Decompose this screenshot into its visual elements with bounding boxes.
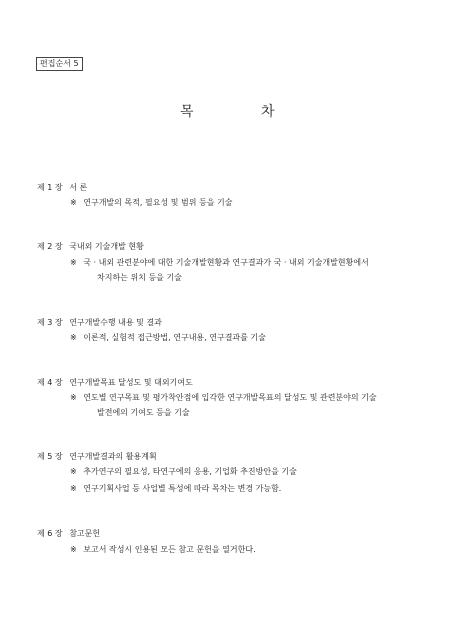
note-text: 연구기획사업 등 사업별 특성에 따라 목차는 변경 가능함. <box>83 484 282 493</box>
chapter-title: 연구개발수행 내용 및 결과 <box>69 318 162 327</box>
chapter-title: 연구개발목표 달성도 및 대외기여도 <box>69 378 193 387</box>
reference-mark: ※ <box>70 333 77 342</box>
chapter-5-heading <box>37 452 157 462</box>
chapter-2-note <box>70 258 369 268</box>
title-char-1: 목 <box>180 104 194 120</box>
note-text: 보고서 작성시 인용된 모든 참고 문헌을 열거한다. <box>83 545 256 554</box>
reference-mark: ※ <box>70 545 77 554</box>
note-text: 추가연구의 필요성, 타연구에의 응용, 기업화 추진방안을 기술 <box>83 467 297 476</box>
chapter-2-heading <box>37 242 144 252</box>
chapter-1-heading <box>37 183 87 193</box>
chapter-3-heading <box>37 318 162 328</box>
chapter-label: 제 1 장 <box>37 183 63 192</box>
title-char-2: 차 <box>261 104 275 120</box>
chapter-4-note-continuation: 발전에의 기여도 등을 기술 <box>97 408 190 417</box>
chapter-3-note <box>70 333 266 343</box>
reference-mark: ※ <box>70 484 77 493</box>
chapter-4-note <box>70 393 377 403</box>
chapter-4-heading <box>37 378 193 388</box>
chapter-label: 제 3 장 <box>37 318 63 327</box>
reference-mark: ※ <box>70 393 77 402</box>
chapter-5-note-2 <box>70 484 281 494</box>
reference-mark: ※ <box>70 258 77 267</box>
chapter-6-note <box>70 545 256 555</box>
chapter-title: 국내외 기술개발 현황 <box>69 242 144 251</box>
chapter-label: 제 2 장 <box>37 242 63 251</box>
section-order-badge: 편집순서 5 <box>36 57 83 71</box>
chapter-title: 서 론 <box>69 183 88 192</box>
chapter-5-note-1 <box>70 467 297 477</box>
chapter-label: 제 5 장 <box>37 452 63 461</box>
reference-mark: ※ <box>70 467 77 476</box>
chapter-1-note <box>70 198 232 208</box>
chapter-title: 참고문헌 <box>69 529 101 538</box>
note-text: 국 · 내외 관련분야에 대한 기술개발현황과 연구결과가 국 · 내외 기술개발현황에서 <box>83 258 369 267</box>
chapter-6-heading <box>37 529 100 539</box>
note-text: 연구개발의 목적, 필요성 및 범위 등을 기술 <box>83 198 233 207</box>
chapter-2-note-continuation: 차지하는 위치 등을 기술 <box>97 273 182 282</box>
reference-mark: ※ <box>70 198 77 207</box>
chapter-label: 제 6 장 <box>37 529 63 538</box>
chapter-title: 연구개발결과의 활용계획 <box>69 452 157 461</box>
chapter-label: 제 4 장 <box>37 378 63 387</box>
note-text: 이론적, 실험적 접근방법, 연구내용, 연구결과를 기술 <box>83 333 266 342</box>
note-text: 연도별 연구목표 및 평가착안점에 입각한 연구개발목표의 달성도 및 관련분야의 기술 <box>83 393 377 402</box>
